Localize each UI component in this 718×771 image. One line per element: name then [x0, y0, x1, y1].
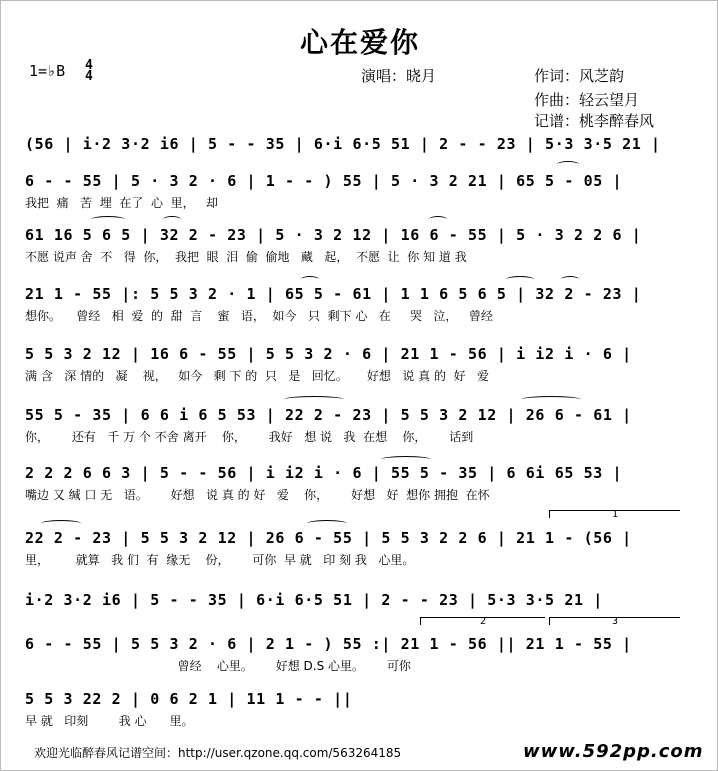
- slur-mark: [561, 276, 579, 283]
- slur-mark: [506, 276, 534, 283]
- site-watermark: www.592pp.com: [523, 741, 704, 762]
- notation-line: 6 - - 55 | 5 5 3 2 · 6 | 2 1 - ) 55 :| 21 1 - 56 || 21 1 - 55 |: [25, 635, 632, 653]
- notation-line: 5 5 3 2 12 | 16 6 - 55 | 5 5 3 2 · 6 | 21 1 - 56 | i i2 i · 6 |: [25, 345, 632, 363]
- notation-line: 55 5 - 35 | 6 6 i 6 5 53 | 22 2 - 23 | 5 5 3 2 12 | 26 6 - 61 |: [25, 406, 632, 424]
- slur-mark: [284, 396, 344, 403]
- key-signature: 1=♭B: [29, 62, 66, 80]
- volta-bracket-1: 1: [549, 510, 680, 518]
- transcriber-credit: 记谱：桃李醉春风: [534, 112, 655, 130]
- notation-line: (56 | i·2 3·2 i6 | 5 - - 35 | 6·i 6·5 51 | 2 - - 23 | 5·3 3·5 21 |: [25, 135, 661, 153]
- singer-credit: 演唱：晓月: [361, 67, 437, 85]
- notation-line: 61 16 5 6 5 | 32 2 - 23 | 5 · 3 2 12 | 16 6 - 55 | 5 · 3 2 2 6 |: [25, 226, 642, 244]
- lyric-line: 早 就 印刻 我 心 里。: [25, 714, 194, 728]
- composer-credit: 作曲：轻云望月: [534, 91, 640, 109]
- lyric-line: 不愿 说声 舍 不 得 你， 我把 眼 泪 偷 偷地 藏 起， 不愿 让 你 知 道 我: [25, 250, 467, 264]
- slur-mark: [307, 520, 347, 527]
- lyric-line: 想你。 曾经 相 爱 的 甜 言 蜜 语， 如今 只 剩下 心 在 哭 泣， 曾经: [25, 309, 493, 323]
- slur-mark: [301, 276, 319, 283]
- slur-mark: [381, 456, 431, 463]
- notation-line: i·2 3·2 i6 | 5 - - 35 | 6·i 6·5 51 | 2 - - 23 | 5·3 3·5 21 |: [25, 591, 603, 609]
- slur-mark: [41, 520, 81, 527]
- lyric-line: 里， 就算 我 们 有 缘无 份， 可你 早 就 印 刻 我 心里。: [25, 553, 415, 567]
- slur-mark: [521, 396, 581, 403]
- volta-bracket-3: 3: [549, 617, 680, 625]
- time-signature-top: 4: [85, 58, 93, 73]
- lyricist-credit: 作词：风芝韵: [534, 67, 625, 85]
- slur-mark: [557, 161, 579, 168]
- slur-mark: [163, 216, 181, 223]
- slur-mark: [91, 216, 125, 223]
- lyric-line: 曾经 心里。 好想 D.S 心里。 可你: [25, 659, 411, 673]
- lyric-line: 我把 痛 苦 埋 在了 心 里， 却: [25, 196, 219, 210]
- footer-link[interactable]: 欢迎光临醉春风记谱空间：http://user.qzone.qq.com/563264185: [34, 746, 402, 760]
- lyric-line: 满 含 深 情的 凝 视， 如今 剩 下 的 只 是 回忆。 好想 说 真 的 好 爱: [25, 369, 490, 383]
- lyric-line: 嘴边 又 缄 口 无 语。 好想 说 真 的 好 爱 你， 好想 好 想你 拥抱 在怀: [25, 488, 490, 502]
- notation-line: 6 - - 55 | 5 · 3 2 · 6 | 1 - - ) 55 | 5 · 3 2 21 | 65 5 - 05 |: [25, 172, 623, 190]
- volta-bracket-2: 2: [420, 617, 545, 625]
- song-title: 心在爱你: [299, 26, 420, 59]
- time-signature: [85, 60, 93, 82]
- lyric-line: 你， 还有 千 万 个 不舍 离开 你， 我好 想 说 我 在想 你， 话到: [25, 430, 474, 444]
- notation-line: 22 2 - 23 | 5 5 3 2 12 | 26 6 - 55 | 5 5 3 2 2 6 | 21 1 - (56 |: [25, 529, 632, 547]
- slur-mark: [429, 216, 447, 223]
- time-signature-bottom: 4: [85, 69, 93, 84]
- notation-line: 2 2 2 6 6 3 | 5 - - 56 | i i2 i · 6 | 55 5 - 35 | 6 6i 65 53 |: [25, 464, 623, 482]
- notation-line: 5 5 3 22 2 | 0 6 2 1 | 11 1 - - ||: [25, 690, 353, 708]
- notation-line: 21 1 - 55 |: 5 5 3 2 · 1 | 65 5 - 61 | 1 1 6 5 6 5 | 32 2 - 23 |: [25, 285, 642, 303]
